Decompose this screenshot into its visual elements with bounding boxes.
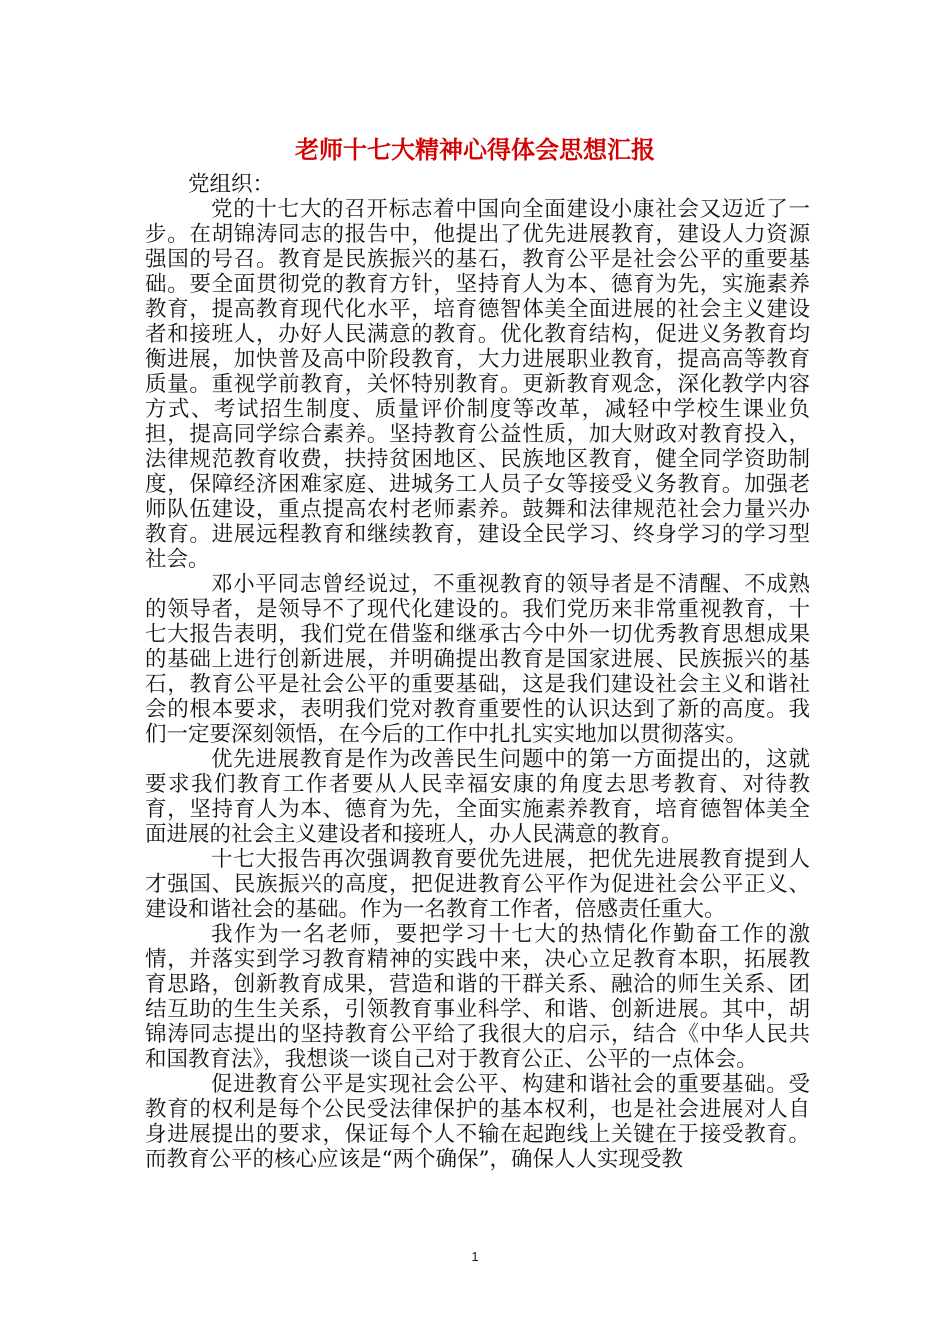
paragraph-1: 党的十七大的召开标志着中国向全面建设小康社会又迈近了一步。在胡锦涛同志的报告中，他提出了优先进展教育，建设人力资源强国的号召。教育是民族振兴的基石，教育公平是社会公平的重要基础。要全面贯彻党的教育方针，坚持育人为本、德育为先，实施素养教育，提高教育现代化水平，培育德智体美全面进展的社会主义建设者和接班人，办好人民满意的教育。优化教育结构，促进义务教育均衡进展，加快普及高中阶段教育，大力进展职业教育，提高高等教育质量。重视学前教育，关怀特别教育。更新教育观念，深化教学内容方式、考试招生制度、质量评价制度等改革，减轻中学校生课业负担，提高同学综合素养。坚持教育公益性质，加大财政对教育投入，法律规范教育收费，扶持贫困地区、民族地区教育，健全同学资助制度，保障经济困难家庭、进城务工人员子女等接受义务教育。加强老师队伍建设，重点提高农村老师素养。鼓舞和法律规范社会力量兴办教育。进展远程教育和继续教育，建设全民学习、终身学习的学习型社会。 bbox=[145, 197, 810, 572]
paragraph-3: 优先进展教育是作为改善民生问题中的第一方面提出的，这就要求我们教育工作者要从人民幸福安康的角度去思考教育、对待教育，坚持育人为本、德育为先，全面实施素养教育，培育德智体美全面进展的社会主义建设者和接班人，办人民满意的教育。 bbox=[145, 747, 810, 847]
paragraph-2: 邓小平同志曾经说过，不重视教育的领导者是不清醒、不成熟的领导者，是领导不了现代化建设的。我们党历来非常重视教育，十七大报告表明，我们党在借鉴和继承古今中外一切优秀教育思想成果的基础上进行创新进展，并明确提出教育是国家进展、民族振兴的基石，教育公平是社会公平的重要基础，这是我们建设社会主义和谐社会的根本要求，表明我们党对教育重要性的认识达到了新的高度。我们一定要深刻领悟，在今后的工作中扎扎实实地加以贯彻落实。 bbox=[145, 572, 810, 747]
page-number: 1 bbox=[471, 1249, 479, 1264]
paragraph-4: 十七大报告再次强调教育要优先进展，把优先进展教育提到人才强国、民族振兴的高度，把促进教育公平作为促进社会公平正义、建设和谐社会的基础。作为一名教育工作者，倍感责任重大。 bbox=[145, 847, 810, 922]
document-body bbox=[145, 172, 810, 1172]
salutation: 党组织： bbox=[188, 172, 275, 197]
document-title: 老师十七大精神心得体会思想汇报 bbox=[295, 136, 655, 164]
paragraph-5: 我作为一名老师，要把学习十七大的热情化作勤奋工作的激情，并落实到学习教育精神的实践中来，决心立足教育本职，拓展教育思路，创新教育成果，营造和谐的干群关系、融洽的师生关系、团结互助的生生关系，引领教育事业科学、和谐、创新进展。其中，胡锦涛同志提出的坚持教育公平给了我很大的启示，结合《中华人民共和国教育法》，我想谈一谈自己对于教育公正、公平的一点体会。 bbox=[145, 922, 810, 1072]
paragraph-6: 促进教育公平是实现社会公平、构建和谐社会的重要基础。受教育的权利是每个公民受法律保护的基本权利，也是社会进展对人自身进展提出的要求，保证每个人不输在起跑线上关键在于接受教育。而教育公平的核心应该是“两个确保”，确保人人实现受教 bbox=[145, 1072, 810, 1172]
